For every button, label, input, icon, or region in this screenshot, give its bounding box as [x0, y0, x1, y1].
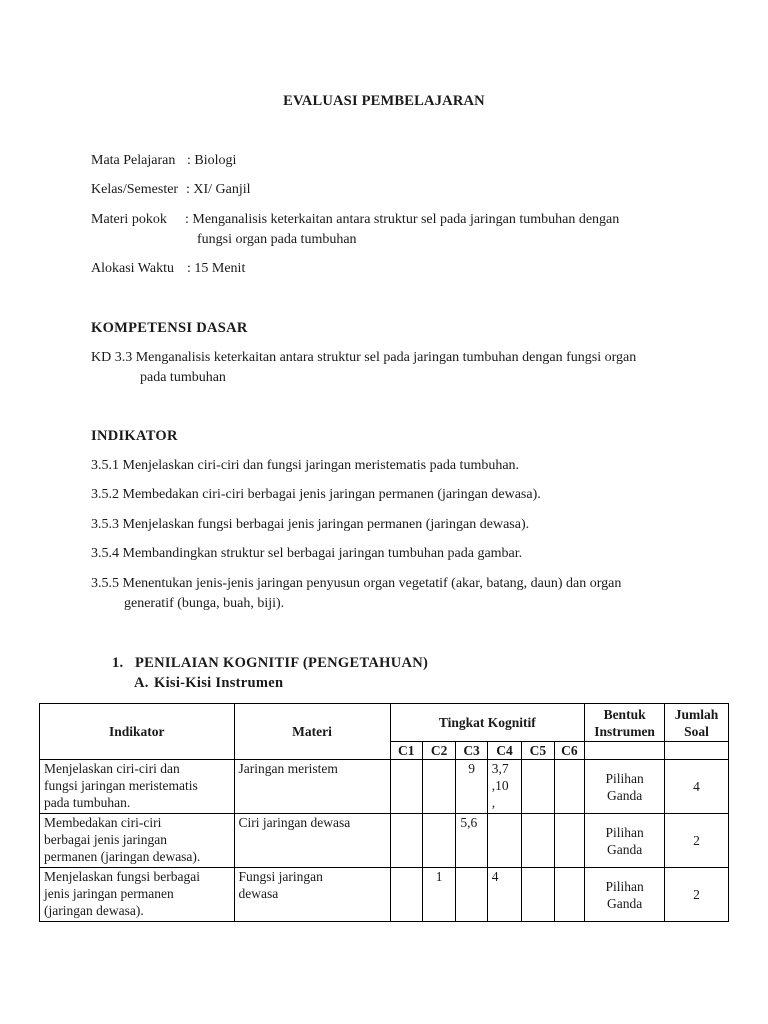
- cell-materi: Jaringan meristem: [234, 760, 390, 814]
- cell-bentuk: [585, 868, 665, 922]
- table-row: [40, 760, 729, 814]
- materi-value-cont: fungsi organ pada tumbuhan: [197, 232, 357, 247]
- level-c4: C4: [487, 742, 521, 760]
- cell-line: Ganda: [606, 841, 643, 857]
- kelas-label: Kelas/Semester: [91, 182, 179, 197]
- kisi-table: [39, 703, 729, 922]
- bentuk-empty: [585, 742, 665, 760]
- cell-c6: [554, 760, 584, 814]
- cell-materi: Ciri jaringan dewasa: [234, 814, 390, 868]
- cell-line: Menjelaskan fungsi berbagai: [44, 869, 200, 884]
- cell-line: berbagai jenis jaringan: [44, 832, 167, 847]
- header-bentuk-line: Bentuk: [603, 706, 646, 722]
- cell-line: jenis jaringan permanen: [44, 886, 174, 901]
- table-row: [40, 868, 729, 922]
- section-number: 1.: [112, 655, 124, 671]
- cell-line: pada tumbuhan.: [44, 795, 131, 810]
- cell-indikator: [40, 760, 235, 814]
- jumlah-empty: [665, 742, 729, 760]
- cell-line: Pilihan: [605, 824, 644, 840]
- mapel-value: : Biologi: [187, 153, 237, 168]
- cell-c5: [522, 868, 554, 922]
- cell-line: Ganda: [606, 895, 643, 911]
- section-title: PENILAIAN KOGNITIF (PENGETAHUAN): [135, 655, 429, 671]
- cell-jumlah: 2: [665, 814, 729, 868]
- header-bentuk-line: Instrumen: [594, 723, 655, 739]
- level-c2: C2: [422, 742, 455, 760]
- level-c6: C6: [554, 742, 584, 760]
- mapel-row: [91, 153, 236, 169]
- cell-line: Pilihan: [605, 878, 644, 894]
- materi-label: Materi pokok: [91, 212, 167, 227]
- kompetensi-line-1: KD 3.3 Menganalisis keterkaitan antara struktur sel pada jaringan tumbuhan dengan fungsi organ: [91, 350, 637, 365]
- kelas-row: [91, 182, 251, 198]
- cell-indikator: [40, 868, 235, 922]
- cell-c1: [390, 760, 422, 814]
- waktu-row: [91, 261, 245, 277]
- header-indikator: Indikator: [40, 704, 235, 760]
- cell-c1: [390, 814, 422, 868]
- waktu-value: : 15 Menit: [187, 261, 246, 276]
- cell-c5: [522, 814, 554, 868]
- cell-c3: [456, 868, 487, 922]
- kompetensi-line-2: pada tumbuhan: [140, 370, 226, 385]
- cell-line: fungsi jaringan meristematis: [44, 778, 198, 793]
- cell-jumlah: 4: [665, 760, 729, 814]
- level-c3: C3: [456, 742, 487, 760]
- table-row: [40, 814, 729, 868]
- header-bentuk: [585, 704, 665, 742]
- materi-row: [91, 212, 619, 228]
- cell-c2: [422, 814, 455, 868]
- cell-bentuk: [585, 760, 665, 814]
- cell-c4: 4: [487, 868, 521, 922]
- cell-c2: [422, 760, 455, 814]
- indikator-item: 3.5.2 Membedakan ciri-ciri berbagai jenis jaringan permanen (jaringan dewasa).: [91, 487, 541, 502]
- cell-c2: 1: [422, 868, 455, 922]
- indikator-item: 3.5.4 Membandingkan struktur sel berbagai jaringan tumbuhan pada gambar.: [91, 546, 523, 561]
- cell-line: Ganda: [606, 787, 643, 803]
- page-title: EVALUASI PEMBELAJARAN: [283, 93, 485, 109]
- mapel-label: Mata Pelajaran: [91, 153, 176, 168]
- indikator-item-cont: generatif (bunga, buah, biji).: [124, 596, 285, 611]
- cell-jumlah: 2: [665, 868, 729, 922]
- kompetensi-heading: KOMPETENSI DASAR: [91, 320, 248, 336]
- cell-line: Membedakan ciri-ciri: [44, 815, 162, 830]
- cell-c5: [522, 760, 554, 814]
- cell-line: (jaringan dewasa).: [44, 903, 144, 918]
- cell-line: Pilihan: [605, 770, 644, 786]
- cell-c6: [554, 868, 584, 922]
- level-c1: C1: [390, 742, 422, 760]
- cell-c4: 3,7 ,10 ,: [487, 760, 521, 814]
- cell-line: permanen (jaringan dewasa).: [44, 849, 201, 864]
- indikator-heading: INDIKATOR: [91, 428, 178, 444]
- cell-materi: Fungsi jaringan dewasa: [234, 868, 390, 922]
- indikator-item: 3.5.3 Menjelaskan fungsi berbagai jenis jaringan permanen (jaringan dewasa).: [91, 517, 530, 532]
- kelas-value: : XI/ Ganjil: [186, 182, 251, 197]
- waktu-label: Alokasi Waktu: [91, 261, 174, 276]
- subsection-letter: A.: [134, 675, 149, 691]
- cell-c3: 9: [456, 760, 487, 814]
- cell-bentuk: [585, 814, 665, 868]
- cell-line: Menjelaskan ciri-ciri dan: [44, 761, 180, 776]
- cell-c1: [390, 868, 422, 922]
- cell-c3: 5,6: [456, 814, 487, 868]
- header-materi: Materi: [234, 704, 390, 760]
- header-jumlah-line: Soal: [684, 723, 709, 739]
- indikator-item: 3.5.5 Menentukan jenis-jenis jaringan penyusun organ vegetatif (akar, batang, daun) dan organ: [91, 576, 622, 591]
- cell-indikator: [40, 814, 235, 868]
- materi-value: : Menganalisis keterkaitan antara struktur sel pada jaringan tumbuhan dengan: [185, 212, 620, 227]
- header-jumlah: [665, 704, 729, 742]
- header-jumlah-line: Jumlah: [674, 706, 719, 722]
- cell-c4: [487, 814, 521, 868]
- level-c5: C5: [522, 742, 554, 760]
- subsection-title: Kisi-Kisi Instrumen: [154, 675, 284, 691]
- indikator-item: 3.5.1 Menjelaskan ciri-ciri dan fungsi jaringan meristematis pada tumbuhan.: [91, 458, 520, 473]
- subsection-heading: [134, 675, 283, 692]
- header-tingkat-kognitif: Tingkat Kognitif: [390, 704, 585, 742]
- table-header-row: [40, 704, 729, 742]
- section-heading: [112, 655, 428, 672]
- cell-c6: [554, 814, 584, 868]
